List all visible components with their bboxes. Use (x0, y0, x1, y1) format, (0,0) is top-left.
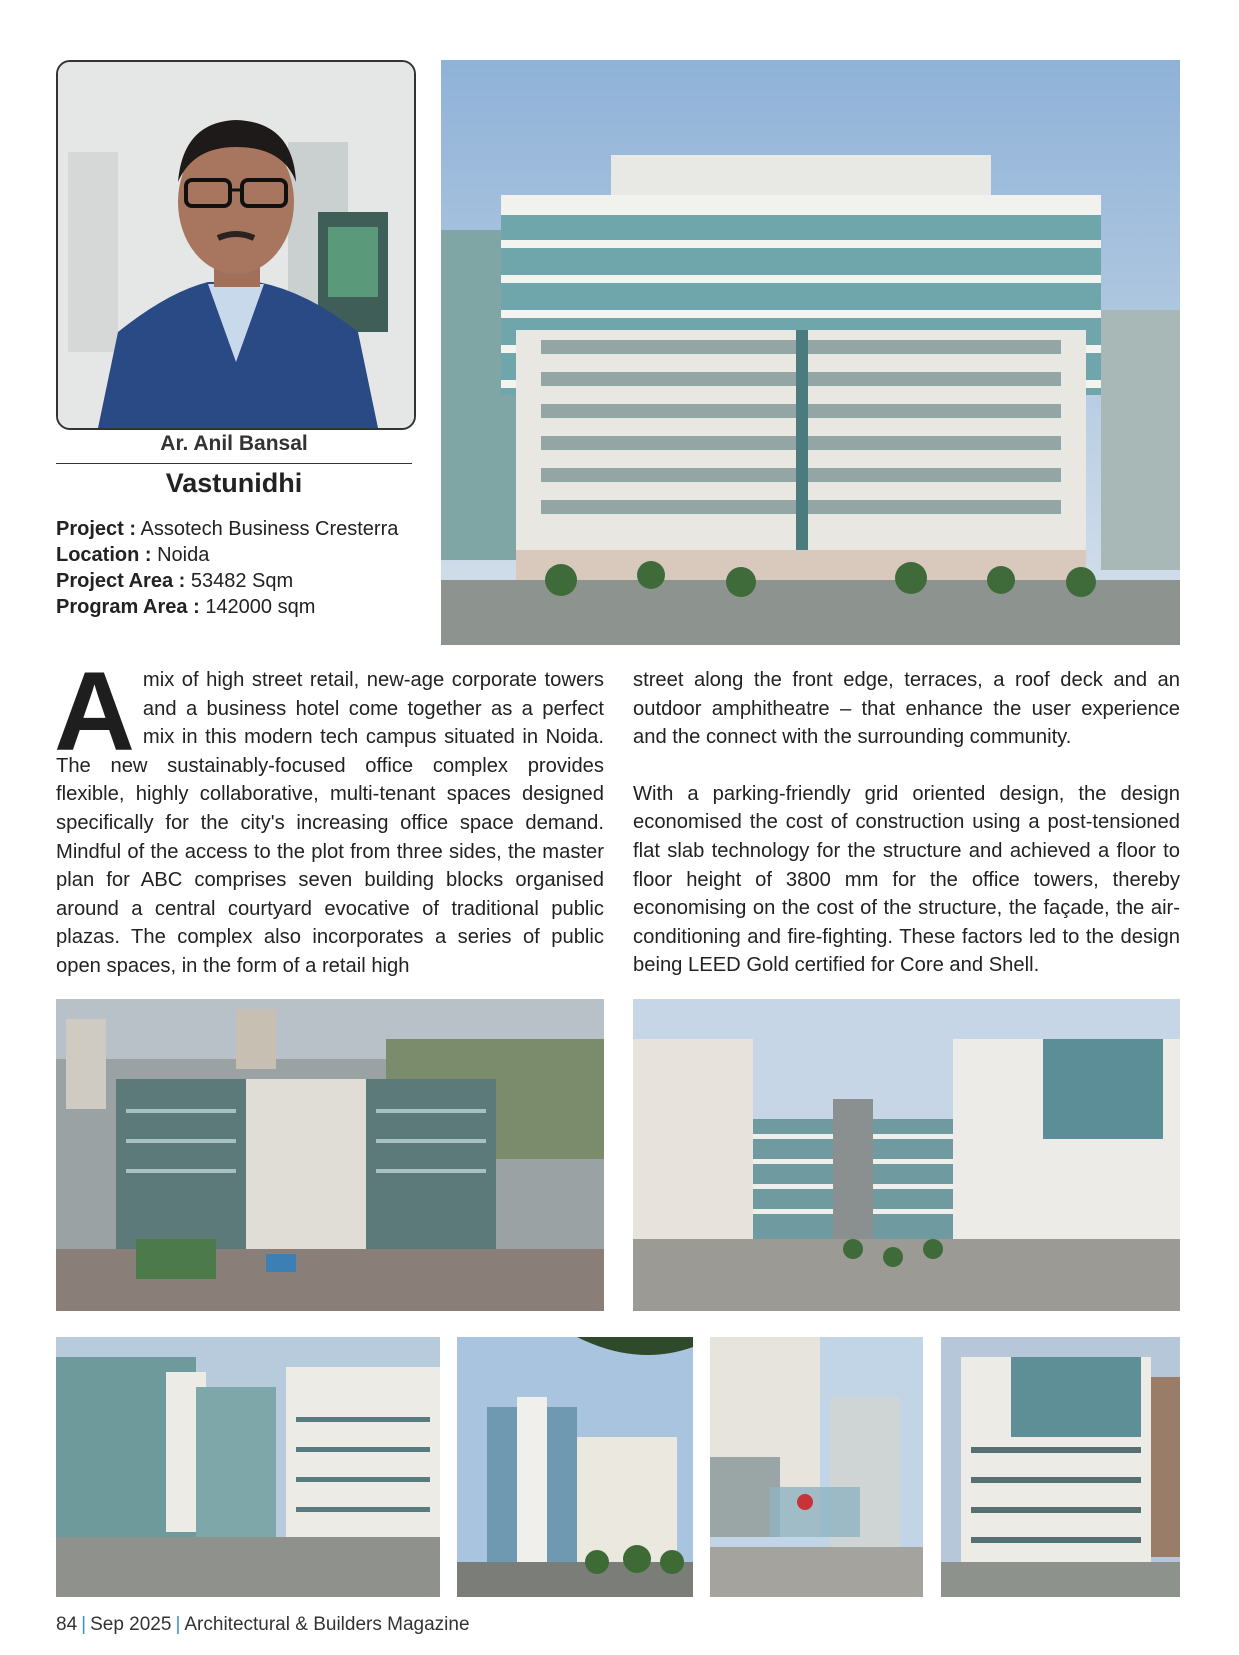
architect-name: Ar. Anil Bansal (160, 432, 308, 455)
magazine-name: Architectural & Builders Magazine (184, 1614, 470, 1635)
architect-portrait (56, 60, 416, 430)
issue-date: Sep 2025 (90, 1614, 172, 1635)
aerial-campus-photo (56, 999, 604, 1311)
page-number: 84 (56, 1614, 78, 1635)
page-footer (56, 1614, 470, 1636)
firm-name: Vastunidhi (165, 468, 303, 498)
towers-plaza-photo (56, 1337, 440, 1597)
article-column-left (54, 649, 604, 981)
article-paragraph-1: street along the front edge, terraces, a roof deck and an outdoor amphitheatre – that enhance the user experience and the connect with the surrounding community. (633, 669, 1180, 749)
name-divider (56, 463, 412, 464)
detail-project-area: Project Area : 53482 Sqm (56, 570, 294, 592)
article-column-right (633, 666, 1180, 980)
tower-street-photo (457, 1337, 693, 1597)
drop-cap: A (54, 649, 135, 774)
detail-program-area: Program Area : 142000 sqm (56, 596, 316, 618)
entrance-canopy-photo (710, 1337, 923, 1597)
corner-tower-photo (941, 1337, 1180, 1597)
footer-separator: | (81, 1614, 87, 1635)
article-paragraph-2: With a parking-friendly grid oriented design, the design economised the cost of construction using a post-tensioned flat slab technology for the structure and achieved a floor to floor height of 3800 mm for the office towers, thereby economising on the cost of the structure, the façade, the air-conditioning and fire-fighting. These factors led to the design being LEED Gold certified for Core and Shell. (633, 782, 1180, 977)
detail-project: Project : Assotech Business Cresterra (56, 518, 399, 540)
footer-separator: | (175, 1614, 181, 1635)
detail-location: Location : Noida (56, 544, 210, 566)
article-text-left: mix of high street retail, new-age corporate towers and a business hotel come together as a perfect mix in this modern tech campus situated in Noida. The new sustainably-focused office complex provides flexible, highly collaborative, multi-tenant spaces designed specifically for the city's increasing office space demand. Mindful of the access to the plot from three sides, the master plan for ABC comprises seven building blocks organised around a central courtyard evocative of traditional public plazas. The complex also incorporates a series of public open spaces, in the form of a retail high (56, 669, 604, 977)
project-details (56, 516, 416, 620)
hero-building-photo (441, 60, 1180, 645)
courtyard-photo (633, 999, 1180, 1311)
